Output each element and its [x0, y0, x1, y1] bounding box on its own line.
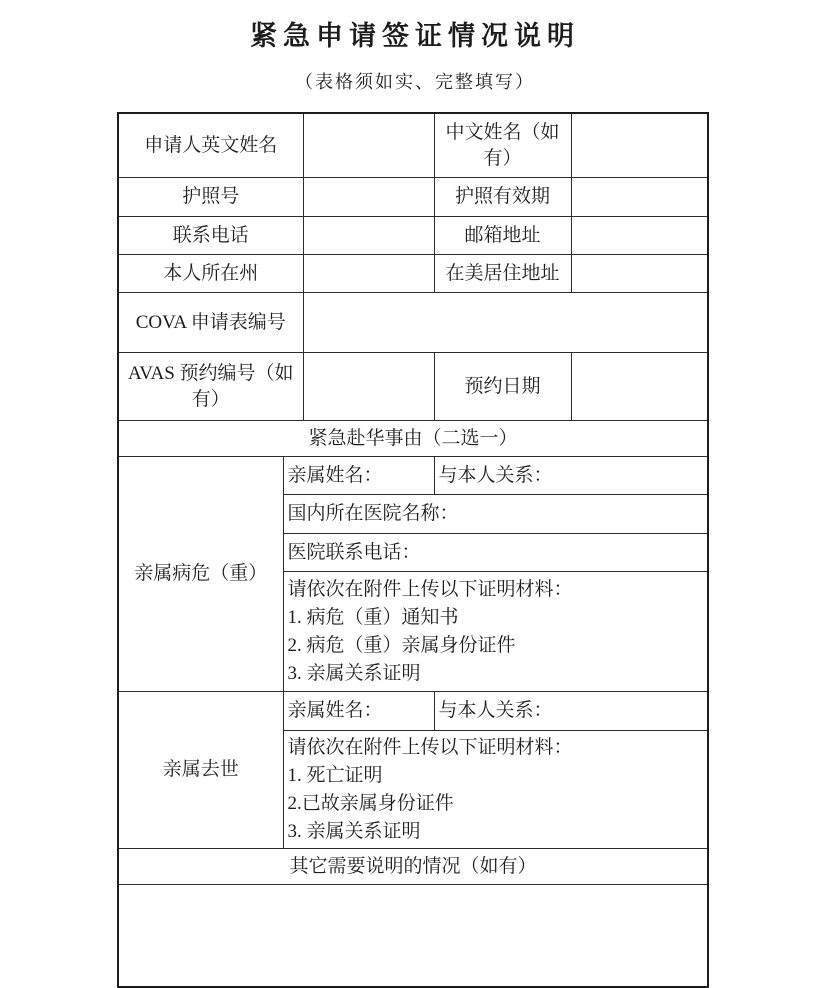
field-value-us-address: [571, 255, 708, 293]
field-label-avas: AVAS 预约编号（如有）: [118, 353, 303, 421]
table-row-critical-1: [118, 457, 708, 495]
field-label-state: 本人所在州: [118, 255, 303, 293]
materials-header: 请依次在附件上传以下证明材料：: [287, 578, 573, 600]
table-row-other-blank: [118, 885, 708, 988]
field-value-state: [303, 255, 434, 293]
field-label-us-address: 在美居住地址: [434, 255, 571, 293]
materials-item: 3. 亲属关系证明: [287, 820, 421, 842]
field-label-english-name: 申请人英文姓名: [118, 113, 303, 178]
field-label-relative-name: 亲属姓名：: [283, 457, 434, 495]
section-label-critical: 亲属病危（重）: [118, 457, 283, 692]
materials-item: 1. 病危（重）通知书: [287, 606, 459, 628]
table-row-passport: [118, 178, 708, 217]
field-label-chinese-name: 中文姓名（如有）: [434, 113, 571, 178]
table-row-reason-header: [118, 421, 708, 457]
materials-item: 3. 亲属关系证明: [287, 662, 421, 684]
materials-header: 请依次在附件上传以下证明材料：: [287, 736, 573, 758]
materials-list-critical: [283, 572, 708, 692]
document-page: [0, 14, 830, 988]
table-row-applicant-name: [118, 113, 708, 178]
table-row-deceased-1: [118, 692, 708, 731]
field-value-english-name: [303, 113, 434, 178]
field-value-passport-no: [303, 178, 434, 217]
section-label-deceased: 亲属去世: [118, 692, 283, 849]
table-row-contact: [118, 217, 708, 255]
field-value-chinese-name: [571, 113, 708, 178]
field-value-phone: [303, 217, 434, 255]
field-label-hospital-name: 国内所在医院名称：: [283, 495, 708, 534]
materials-list-deceased: [283, 731, 708, 849]
field-label-relation: 与本人关系：: [434, 692, 708, 731]
field-label-passport-no: 护照号: [118, 178, 303, 217]
visa-form-table: [117, 112, 709, 988]
field-value-cova: [303, 293, 708, 353]
materials-item: 2. 病危（重）亲属身份证件: [287, 634, 516, 656]
field-label-cova: COVA 申请表编号: [118, 293, 303, 353]
table-row-other-header: [118, 849, 708, 885]
field-label-email: 邮箱地址: [434, 217, 571, 255]
field-value-passport-expiry: [571, 178, 708, 217]
materials-item: 2.已故亲属身份证件: [287, 792, 454, 814]
section-header-other: 其它需要说明的情况（如有）: [118, 849, 708, 885]
field-label-relation: 与本人关系：: [434, 457, 708, 495]
field-value-email: [571, 217, 708, 255]
table-row-avas: [118, 353, 708, 421]
field-value-avas: [303, 353, 434, 421]
field-value-appointment-date: [571, 353, 708, 421]
table-row-location: [118, 255, 708, 293]
field-label-hospital-phone: 医院联系电话：: [283, 534, 708, 572]
section-header-reason: 紧急赴华事由（二选一）: [118, 421, 708, 457]
field-label-passport-expiry: 护照有效期: [434, 178, 571, 217]
page-subtitle: （表格须如实、完整填写）: [295, 72, 535, 92]
page-title: 紧急申请签证情况说明: [250, 21, 580, 51]
field-label-relative-name: 亲属姓名：: [283, 692, 434, 731]
table-row-cova: [118, 293, 708, 353]
field-label-appointment-date: 预约日期: [434, 353, 571, 421]
materials-item: 1. 死亡证明: [287, 764, 383, 786]
field-label-phone: 联系电话: [118, 217, 303, 255]
field-value-other-remarks: [118, 885, 708, 988]
